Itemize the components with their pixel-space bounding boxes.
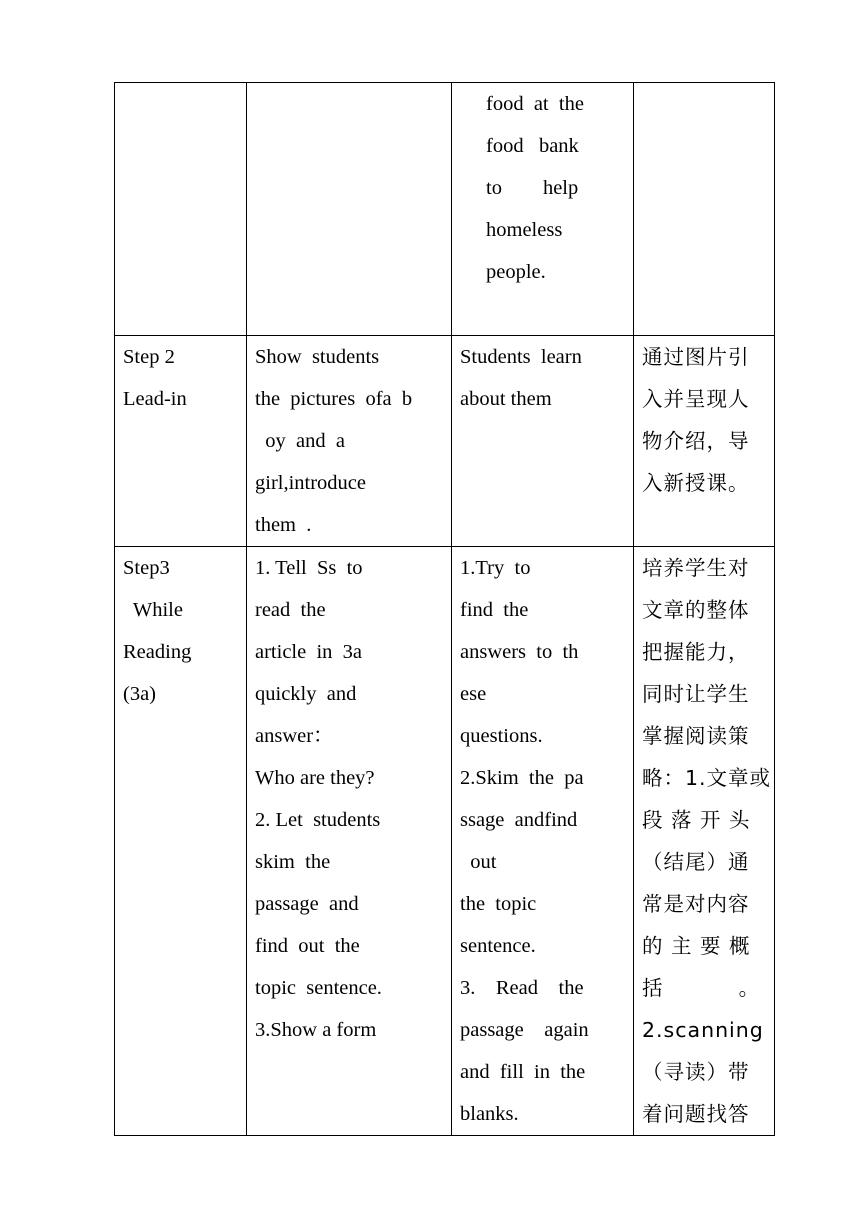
cell-text-line: 略：1.文章或 [642, 766, 772, 790]
cell-text-line: 通过图片引 [642, 345, 750, 369]
cell-text-line: quickly and [255, 683, 357, 705]
cell-text-line: 着问题找答 [642, 1102, 750, 1126]
cell-text-line: 培养学生对 [642, 556, 750, 580]
cell-text-line: 2.scanning [642, 1018, 764, 1042]
cell-text-line: girl,introduce [255, 472, 367, 494]
cell-text-line: 段 落 开 头 [642, 808, 751, 832]
cell-text-line: the pictures ofa b [255, 388, 413, 410]
cell-text-line: Who are they? [255, 767, 375, 789]
cell-text-line: answers to th [460, 641, 579, 663]
cell-text-line: find the [460, 599, 529, 621]
cell-text-line: sentence. [460, 935, 536, 957]
cell-text-line: 入并呈现人 [642, 387, 750, 411]
cell-text-line: people. [486, 261, 546, 283]
student-activity-cell [452, 547, 634, 1136]
cell-text-line: 掌握阅读策 [642, 724, 750, 748]
cell-text-line: questions. [460, 725, 543, 747]
cell-text-line: Lead-in [123, 388, 187, 410]
cell-text-line: passage again [460, 1019, 589, 1041]
purpose-cell [634, 336, 775, 547]
cell-text-line: 的 主 要 概 [642, 934, 751, 958]
cell-text-line: 物介绍，导 [642, 429, 750, 453]
cell-text-line: 把握能力， [642, 640, 750, 664]
cell-text-line: food at the [486, 93, 584, 115]
cell-text-line: 3.Show a form [255, 1019, 377, 1041]
cell-text-line: oy and a [255, 430, 345, 452]
cell-text-line: 2.Skim the pa [460, 767, 584, 789]
cell-text-line: （结尾）通 [642, 850, 750, 874]
cell-text-line: 1.Try to [460, 557, 531, 579]
cell-text-line: food bank [486, 135, 579, 157]
cell-text-line: 常是对内容 [642, 892, 750, 916]
cell-text-line: 同时让学生 [642, 682, 750, 706]
cell-text-line: about them [460, 388, 552, 410]
cell-text-line: （寻读）带 [642, 1060, 750, 1084]
cell-text-line: While [123, 599, 183, 621]
cell-text-line: 文章的整体 [642, 598, 750, 622]
cell-text-line: 2. Let students [255, 809, 381, 831]
cell-text-line: them . [255, 514, 312, 536]
cell-text-line: 入新授课。 [642, 471, 750, 495]
cell-text-line: ese [460, 683, 487, 705]
step-cell [115, 83, 247, 336]
table-row [115, 547, 775, 1136]
cell-text-line: Step 2 [123, 346, 175, 368]
cell-text-line: and fill in the [460, 1061, 586, 1083]
cell-text-line: answer： [255, 725, 334, 747]
purpose-cell [634, 547, 775, 1136]
cell-text-line: article in 3a [255, 641, 363, 663]
teacher-activity-cell [247, 336, 452, 547]
cell-text-line: Reading [123, 641, 192, 663]
cell-text-line: blanks. [460, 1103, 519, 1125]
student-activity-cell [452, 336, 634, 547]
table-row [115, 83, 775, 336]
cell-text-line: 1. Tell Ss to [255, 557, 363, 579]
lesson-plan-table [114, 82, 775, 1136]
cell-text-line: passage and [255, 893, 359, 915]
cell-text-line: topic sentence. [255, 977, 382, 999]
cell-text-line: ssage andfind [460, 809, 578, 831]
cell-text-line: to help [486, 177, 579, 199]
cell-text-line: 括 。 [642, 976, 761, 1000]
cell-text-line: find out the [255, 935, 360, 957]
table-row [115, 336, 775, 547]
step-cell [115, 336, 247, 547]
teacher-activity-cell [247, 547, 452, 1136]
purpose-cell [634, 83, 775, 336]
cell-text-line: skim the [255, 851, 331, 873]
cell-text-line: Show students [255, 346, 380, 368]
teacher-activity-cell [247, 83, 452, 336]
step-cell [115, 547, 247, 1136]
student-activity-cell [452, 83, 634, 336]
cell-text-line: Students learn [460, 346, 582, 368]
cell-text-line: out [460, 851, 497, 873]
cell-text-line: read the [255, 599, 326, 621]
cell-text-line: Step3 [123, 557, 170, 579]
cell-text-line: 3. Read the [460, 977, 584, 999]
cell-text-line: the topic [460, 893, 537, 915]
cell-text-line: homeless [486, 219, 563, 241]
cell-text-line: (3a) [123, 683, 157, 705]
